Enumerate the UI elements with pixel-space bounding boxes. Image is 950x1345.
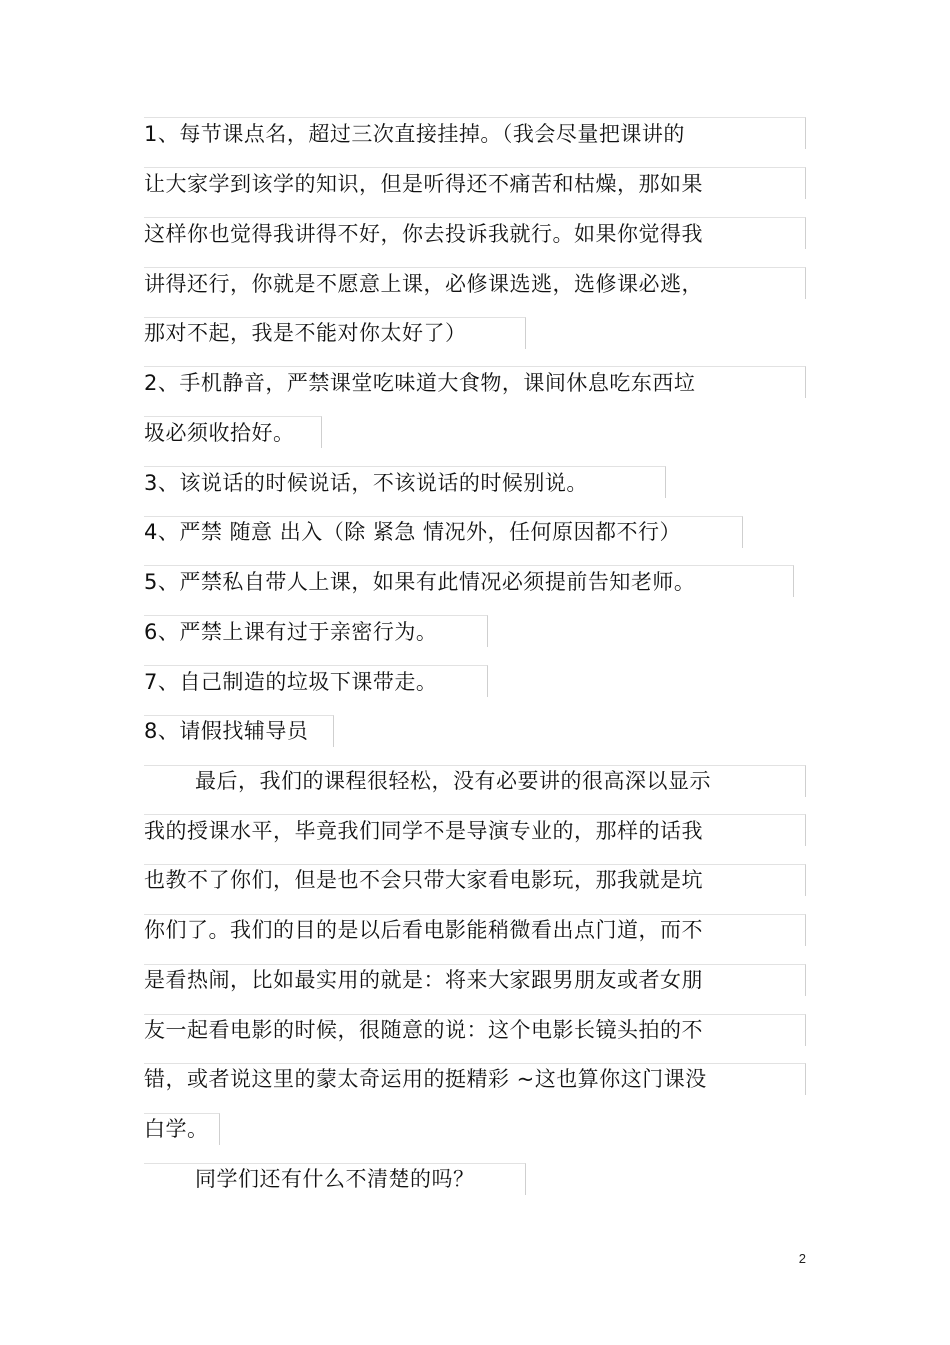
text-line-6: 2、手机静音，严禁课堂吃味道大食物，课间休息吃东西垃 (144, 371, 696, 395)
text-line-13: 8、请假找辅导员 (144, 719, 309, 743)
text-line-22: 同学们还有什么不清楚的吗？ (195, 1167, 475, 1191)
text-line-5: 那对不起，我是不能对你太好了） (144, 321, 467, 345)
text-line-20: 错，或者说这里的蒙太奇运用的挺精彩 ~这也算你这门课没 (144, 1067, 707, 1091)
text-line-11: 6、严禁上课有过于亲密行为。 (144, 620, 438, 644)
page-number: 2 (798, 1251, 806, 1266)
text-line-1: 1、每节课点名，超过三次直接挂掉。（我会尽量把课讲的 (144, 122, 685, 146)
text-line-3: 这样你也觉得我讲得不好，你去投诉我就行。如果你觉得我 (144, 222, 703, 246)
text-line-2: 让大家学到该学的知识，但是听得还不痛苦和枯燥，那如果 (144, 172, 703, 196)
text-line-17: 你们了。我们的目的是以后看电影能稍微看出点门道，而不 (144, 918, 703, 942)
text-line-7: 圾必须收拾好。 (144, 421, 295, 445)
text-line-10: 5、严禁私自带人上课，如果有此情况必须提前告知老师。 (144, 570, 696, 594)
text-line-19: 友一起看电影的时候，很随意的说：这个电影长镜头拍的不 (144, 1018, 703, 1042)
text-line-14: 最后，我们的课程很轻松，没有必要讲的很高深以显示 (195, 769, 711, 793)
text-line-15: 我的授课水平，毕竟我们同学不是导演专业的，那样的话我 (144, 819, 703, 843)
text-line-8: 3、该说话的时候说话，不该说话的时候别说。 (144, 471, 588, 495)
text-line-18: 是看热闹，比如最实用的就是：将来大家跟男朋友或者女朋 (144, 968, 703, 992)
text-line-12: 7、自己制造的垃圾下课带走。 (144, 670, 438, 694)
text-line-21: 白学。 (144, 1117, 209, 1141)
text-line-9: 4、严禁 随意 出入（除 紧急 情况外，任何原因都不行） (144, 520, 682, 544)
text-line-16: 也教不了你们，但是也不会只带大家看电影玩，那我就是坑 (144, 868, 703, 892)
text-line-4: 讲得还行，你就是不愿意上课，必修课选逃，选修课必逃， (144, 272, 703, 296)
